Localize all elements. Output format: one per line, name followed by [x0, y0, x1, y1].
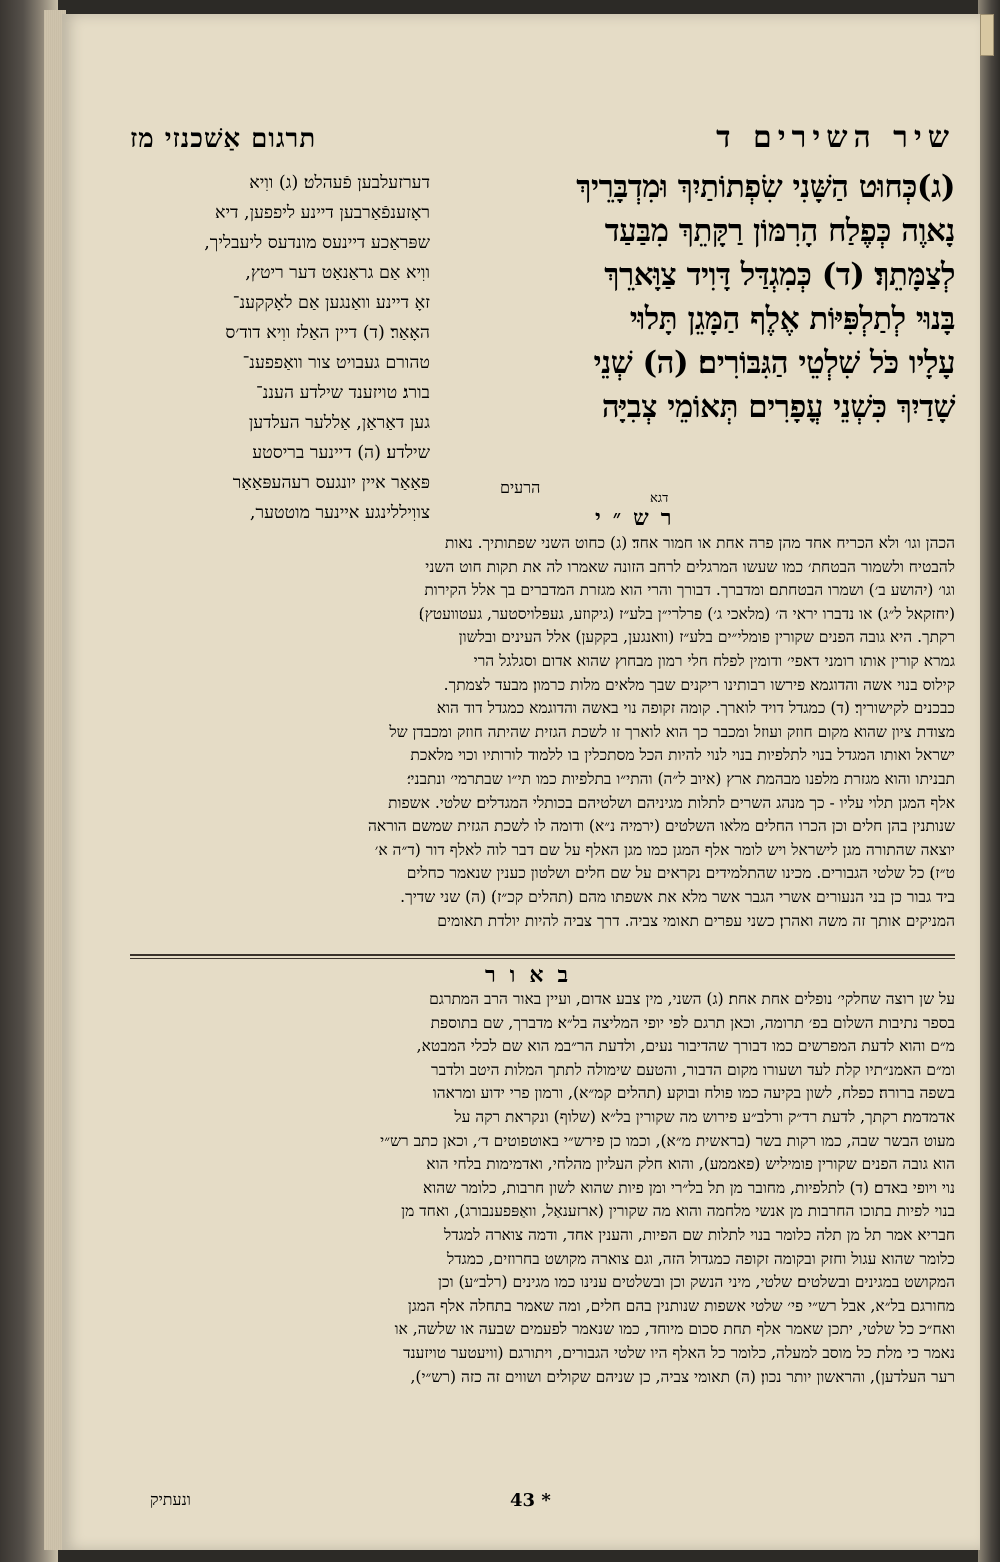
rashi-line: הכהן וגו׳ ולא הכריח אחד מהן פרה אחת או חמור אחד׃ (ג) כחוט השני שפתותיך. נאות	[444, 534, 955, 552]
section-divider-thin	[130, 958, 955, 959]
verse-line: לְצַמָּתֵךְ׃ (ד) כְּמִגְדַּל דָּוִיד צַוָּארֵךְ	[604, 257, 955, 293]
running-head	[130, 120, 955, 164]
catchword: ונעתיק	[150, 1490, 191, 1509]
rashi-line: אלף המגן תלוי עליו - כך מנהג השרים לתלות מגיניהם ושלטיהם בכותלי המגדלים׃ שלטי. אשפות	[388, 793, 955, 812]
targum-line: צווִיללינגע איינער מוטטער,	[249, 503, 430, 523]
rashi-line: יוצאה שהתורה מגן לישראל ויש לומר אלף המגן כמו מגן האלף על שם דבר לוה לאלף דור (ד״ה א׳	[374, 840, 955, 859]
targum-line: זאָ דיינע וואַנגען אַם לאָקקענ־	[232, 293, 430, 313]
verse-line: שָׁדַיִךְ כִּשְׁנֵי עֳפָרִים תְּאוֹמֵי צְבִיָּה	[601, 389, 955, 425]
biur-line: מ״ם והוא לדעת המפרשים כמו דבורך שהדיבור נעים, ולדעת הר״במ הוא שם לכלי המבטא,	[416, 1037, 955, 1056]
biur-heading: באור	[485, 962, 583, 988]
running-head-right: שיר השירים ד	[716, 120, 955, 155]
targum-line: בורג׃ טויזענד שילדע העננ־	[255, 383, 430, 403]
biur-line: מחורגם בל״א, אבל רש״י פי׳ שלטי אשפות שנותנין בהם חלים, ומה שאמר בתחלה אלף המגן	[407, 1296, 955, 1315]
column-catchword: הרעים	[500, 478, 541, 497]
verse-line: בָּנוּי לְתַלְפִּיּוֹת אֶלֶף הַמָּגֵן תָּלוּי	[629, 301, 955, 337]
targum-line: שפּראַכע דיינעס מונדעס ליעבליך,	[204, 233, 430, 253]
targum-line: גען דאַראַן, אַללער העלדען	[248, 413, 430, 433]
biur-line: הוא גובה הפנים שקורין פומיליש (פאממע), והוא חלק העליון מהלחי, ואדמימות בלחי הוא	[426, 1155, 955, 1174]
rashi-line: קילוס בנוי אשה והדוגמא פירשו רבותינו ריקנים שבך מלאים מלות כרמון׃ מבעד לצמתך.	[443, 675, 955, 694]
targum-line: האָאַר׃ (ד) דיין האַלז ווִיא דוד׳ס	[225, 323, 430, 343]
rashi-line: (יחזקאל ל״ג) או נדברו יראי ה׳ (מלאכי ג׳) פרלרי״ן בלע״ז (גיקוזע, געפּלויסטער, געטוועטץ)׃	[418, 604, 955, 623]
targum-line: טהורם געבויט צור וואַפפענ־	[242, 353, 430, 373]
biur-line: על שן רוצה שחלקי׳ נופלים אחת אחת׃ (ג) השני, מין צבע אדום, ועיין באור הרב המתרגם	[429, 990, 955, 1008]
targum-line: דערזעלבען פֿעהלט׃ (ג) ווִיא	[249, 173, 430, 193]
biur-line: בספר נתיבות השלום בפ׳ תרומה, וכאן תרגם לפי יופי המליצה בל״א׃ מדברך, שם בתוספת	[430, 1013, 955, 1032]
rashi-line: המניקים אותך זה משה ואהרן׃ כשני עפרים תאומי צביה. דרך צביה להיות יולדת תאומים	[437, 911, 955, 930]
signature-mark: 43 *	[510, 1490, 551, 1511]
rashi-line: כבכנים לקישוריך׃ (ד) כמגדל דויד לוארך. קומה זקופה נוי באשה והדוגמא כמגדל דוד הוא	[436, 699, 955, 718]
targum-line: פּאַאַר איין יונגעס רעהעפּאַאַר	[232, 473, 430, 493]
biur-line: חבריא אמר תל מן תלה כלומר בנוי לתלות שם הפיות, והענין אחד, ודמה צוארה למגדל	[443, 1225, 955, 1244]
biur-line: אדמדמת׃ רקתך, לדעת רד״ק ורלב״ע פירוש מה שקורין בל״א (שלוף) ונקראת רקה על	[454, 1107, 955, 1126]
biur-line: ומ״ם האמנ״תיו קלת לעד ושעורו מקום הדבור, והטעם שימולה לתתך המלות היטב ולדבר	[430, 1060, 955, 1079]
running-head-left: תרגום אַשׁכנזי מז	[130, 124, 317, 154]
targum-line: ווִיא אַם גראַנאַט דער ריטץ,	[245, 263, 430, 283]
biur-line: בשפה ברורה׃ כפלח, לשון בקיעה כמו פולח ובוקע (תהלים קמ״א), ורמון פרי ידוע ומראהו	[432, 1084, 955, 1103]
rashi-line: מצודת ציון שהוא מקום חוזק ועוזל ומכבר כך הוא לוארך זו לשכת הגזית שהיתה חוזק ומכבדן של	[389, 722, 955, 741]
targum-line: ראָזענפֿאַרבען דיינע ליפפען, דיא	[214, 203, 430, 223]
sticker-label	[980, 14, 994, 56]
verse-line: (ג)כְּחוּט הַשָּׁנִי שִׂפְתוֹתַיִךְ וּמִדְבָּרֵיךְ	[576, 169, 955, 205]
verse-mark: דגא	[650, 491, 669, 506]
biur-line: ואח״כ כל שלטי, יתכן שאמר אלף תחת סכום מיוחד, כמו שנאמר לפעמים שבעה או שלשה, או	[394, 1320, 955, 1339]
biur-line: מעוט הבשר שבה, כמו רקות בשר (בראשית מ״א), וכמו כן פירש״י באוטפוטים ד׳, וכאן כתב רש״י	[380, 1131, 955, 1150]
page-footer	[130, 1490, 955, 1520]
rashi-line: ט״ז)׃ כל שלטי הגבורים. מכינו שהתלמידים נקראים על שם חלים ושלטון כענין שנאמר כחלים	[406, 864, 955, 883]
section-divider	[130, 954, 955, 956]
verse-line: עָלָיו כֹּל שִׁלְטֵי הַגִּבּוֹרִים׃ (ה) שְׁנֵי	[593, 345, 955, 381]
targum-line: שילדע׃ (ה) דיינער בריסטע	[252, 443, 430, 463]
rashi-line: ביד גבור כן בני הנעורים אשרי הגבר אשר מלא את אשפתו מהם (תהלים קכ״ז)׃ (ה) שני שדיך.	[400, 887, 955, 906]
rashi-heading: רש״י	[595, 505, 684, 531]
rashi-line: להבטיח ולשמור הבטחת׳ כמו שעשו המרגלים לרחב הזונה שאמרו לה את תקות חוט השני	[425, 557, 955, 576]
biur-line: כלומר שהוא עגול וחזק ובקומה זקופה כמגדול הזה, וגם צוארה מקושט בחרוזים, כמגדל	[446, 1249, 955, 1268]
rashi-line: רקתך. היא גובה הפנים שקורין פומלי״ים בלע״ז (וואנגען, בקקען) אלל העינים ובלשון	[458, 628, 955, 647]
biur-line: רער העלדען), והראשון יותר נכון׃ (ה) תאומי צביה, כן שניהם שקולים ושווים זה כזה (רש״י),	[410, 1367, 955, 1386]
verse-line: נָאוֶה כְּפֶלַח הָרִמּוֹן רַקָּתֵךְ מִבַּעַד	[604, 213, 955, 249]
rashi-line: וגו׳ (יהושע ב׳) ושמרו הבטחתם׃ ומדברך. דבורך והרי הוא מגזרת המדברים בך אלל הקירות	[424, 581, 955, 600]
right-binding	[978, 0, 1000, 1562]
biur-commentary	[130, 988, 955, 1389]
biur-line: נוי ויופי באדם׃ (ד) לתלפיות, מחובר מן תל בל״רי ומן פיות שהוא לשון חרבות, כלומר שהוא	[423, 1178, 955, 1197]
rashi-line: שנותנין בהן חלים וכן הכרו החלים מלאו השלטים (ירמיה נ״א) ודומה לו לשכת הגזית שמשם הוראה	[368, 817, 955, 836]
biur-line: בנוי לפיות בתוכו החרבות מן אנשי מלחמה והוא מה שקורין (ארזענאַל, וואַפּפענבורג), ואחד מן	[401, 1202, 955, 1221]
verse-text	[455, 165, 955, 429]
biur-line: המקושט במגינים ובשלטים׃ שלטי, מיני הנשק וכן ובשלטים ענינו כמו מגינים (רלב״ע) וכן	[438, 1273, 955, 1292]
rashi-line: ישראל ואותו המגדל בנוי לתלפיות בנוי לנוי להיות הכל מסתכלין בו ללמוד לורותיו וכוי מלאכת	[410, 746, 955, 765]
targum-column	[130, 168, 430, 528]
rashi-line: תבניתו והוא מגזרת מלפנו מבהמת ארץ (איוב ל״ה) והתי״ו בתלפיות כמו תי״ו שבתרמי׳ ונתבני׳׃	[406, 769, 955, 788]
rashi-line: גמרא קורין אותו רומני דאפי׳ ודומין לפלח חלי רמון מבחוץ שהוא אדום וסגלגל הרי	[473, 651, 955, 670]
rashi-commentary	[130, 532, 955, 933]
biur-line: נאמר כי מלת כל מוסב למעלה, כלומר כל האלף היו שלטי הגבורים, ויתורגם (וויעטער טויזענד	[403, 1343, 955, 1362]
